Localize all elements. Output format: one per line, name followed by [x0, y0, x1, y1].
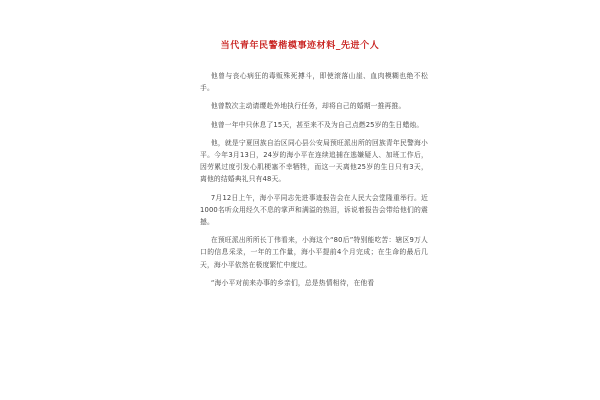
paragraph: “海小平对前来办事的乡亲们，总是热情相待，在他看	[210, 278, 375, 287]
paragraph: 他曾一年中只休息了15天，甚至来不及为自己点燃25岁的生日蜡烛。	[210, 120, 424, 129]
paragraph: 7月12日上午，海小平同志先进事迹报告会在人民大会堂隆重举行。近1000名听众用经久不息的掌声和满溢的热泪，诉说着报告会带给他们的震撼。	[200, 193, 428, 227]
paragraph: 在预旺派出所所长丁伟看来，小海这个“80后”特别能吃苦：辖区9万人口的信息采录，一年的工作量，海小平提前4个月完成；在生命的最后几天，海小平依然在极度繁忙中度过。	[200, 236, 428, 269]
paragraph: 他，就是宁夏回族自治区同心县公安局预旺派出所的回族青年民警海小平。今年3月13日，24岁的海小平在连续追捕在逃嫌疑人、加班工作后，因劳累过度引发心肌梗塞不幸牺牲，而这一天离他25岁的生日只有3天，离他的结婚典礼只有48天。	[200, 138, 428, 184]
document-title: 当代青年民警楷模事迹材料_先进个人	[220, 41, 380, 51]
paragraph: 他曾与丧心病狂的毒贩殊死搏斗，即使滚落山崖、血肉模糊也绝不松手。	[200, 72, 428, 93]
paragraph: 他曾数次主动请缨赴外地执行任务，却将自己的婚期一推再推。	[210, 102, 406, 111]
document-body	[200, 70, 428, 295]
